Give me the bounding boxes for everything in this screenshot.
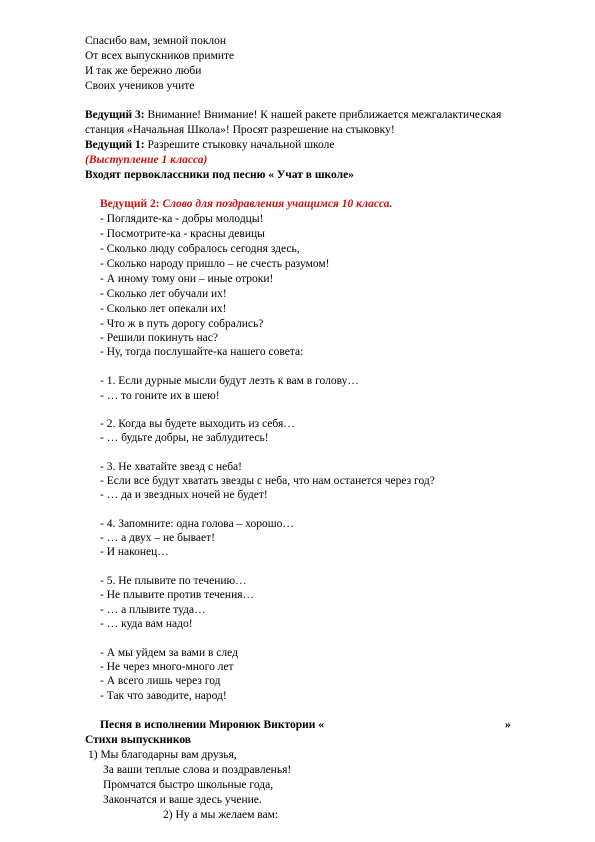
entry-line: Входят первоклассники под песню « Учат в школе»	[85, 169, 354, 181]
graduate-poem-line: Закончатся и ваше здесь учение.	[103, 794, 262, 806]
host2-line	[100, 197, 392, 211]
verse-line: - Сколько люду собралось сегодня здесь,	[100, 243, 300, 255]
graduate-poem-line: Промчатся быстро школьные года,	[103, 779, 274, 791]
verse-line: - Сколько лет опекали их!	[100, 303, 227, 315]
advice-line: - И наконец…	[100, 546, 169, 558]
verse-line: - Поглядите-ка - добры молодцы!	[100, 213, 264, 225]
advice-line: - … да и звездных ночей не будет!	[100, 489, 268, 501]
graduate-poem-line: За ваши теплые слова и поздравленья!	[103, 764, 292, 776]
advice-line: - … то гоните их в шею!	[100, 390, 220, 402]
host3-text: Внимание! Внимание! К нашей ракете приближается межгалактическая	[144, 109, 502, 121]
poem-title: Стихи выпускников	[85, 734, 192, 746]
poem-line: Своих учеников учите	[85, 80, 195, 92]
host1-speaker: Ведущий 1:	[85, 139, 145, 151]
advice-line: - … а двух – не бывает!	[100, 532, 215, 544]
graduate-poem-line: 2) Ну а мы желаем вам:	[163, 809, 279, 821]
host3-line2: станция «Начальная Школа»! Просят разрешение на стыковку!	[85, 124, 395, 136]
song-line-end: »	[505, 719, 511, 731]
poem-line: И так же бережно люби	[85, 65, 202, 77]
verse-line: - Посмотрите-ка - красны девицы	[100, 228, 265, 240]
host3-line	[85, 108, 501, 122]
advice-line: - … куда вам надо!	[100, 618, 193, 630]
performance-note: (Выступление 1 класса)	[85, 154, 208, 166]
host3-speaker: Ведущий 3:	[85, 109, 145, 121]
advice-line: - … а плывите туда…	[100, 604, 206, 616]
song-line: Песня в исполнении Миронюк Виктории «	[100, 719, 324, 731]
advice-line: - Если все будут хватать звезды с неба, что нам останется через год?	[100, 475, 435, 487]
advice-line: - … будьте добры, не заблудитесь!	[100, 432, 269, 444]
verse-line: - А иному тому они – иные отроки!	[100, 273, 274, 285]
advice-line: - 4. Запомните: одна голова – хорошо…	[100, 518, 294, 530]
verse-line: - Сколько лет обучали их!	[100, 288, 227, 300]
verse-line: - Ну, тогда послушайте-ка нашего совета:	[100, 346, 304, 358]
advice-line: - 2. Когда вы будете выходить из себя…	[100, 418, 295, 430]
advice-line: - А мы уйдем за вами в след	[100, 647, 238, 659]
advice-line: - А всего лишь через год	[100, 675, 221, 687]
graduate-poem-line: 1) Мы благодарны вам друзья,	[88, 749, 237, 761]
advice-line: - Не через много-много лет	[100, 661, 234, 673]
host1-line	[85, 138, 335, 152]
advice-line: - 1. Если дурные мысли будут лезть к вам в голову…	[100, 375, 359, 387]
host1-text: Разрешите стыковку начальной школе	[144, 139, 335, 151]
advice-line: - 3. Не хватайте звезд с неба!	[100, 461, 242, 473]
host2-speaker: Ведущий 2:	[100, 198, 160, 210]
poem-line: От всех выпускников примите	[85, 50, 235, 62]
advice-line: - Не плывите против течения…	[100, 589, 255, 601]
advice-line: - 5. Не плывите по течению…	[100, 575, 247, 587]
host2-text: Слово для поздравления учащимся 10 класса.	[159, 198, 393, 210]
verse-line: - Решили покинуть нас?	[100, 332, 218, 344]
verse-line: - Сколько народу пришло – не счесть разумом!	[100, 258, 330, 270]
poem-line: Спасибо вам, земной поклон	[85, 35, 227, 47]
verse-line: - Что ж в путь дорогу собрались?	[100, 318, 264, 330]
advice-line: - Так что заводите, народ!	[100, 690, 227, 702]
